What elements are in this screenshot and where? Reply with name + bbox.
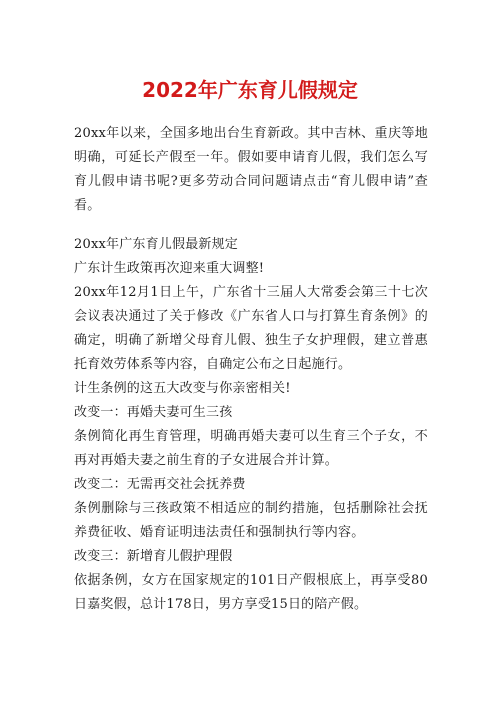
body-paragraph: 条例删除与三孩政策不相适应的制约措施，包括删除社会抚养费征收、婚育证明违法责任和强制执行等内容。	[74, 501, 428, 540]
body-paragraph: 广东计生政策再次迎来重大调整!	[74, 261, 265, 276]
change-heading: 改变二：无需再交社会抚养费	[74, 477, 246, 492]
body-paragraph: 计生条例的这五大改变与你亲密相关!	[74, 381, 291, 396]
intro-paragraph: 20xx年以来，全国多地出台生育新政。其中吉林、重庆等地明确，可延长产假至一年。假如要申请育儿假，我们怎么写育儿假申请书呢?更多劳动合同问题请点击“育儿假申请”查看。	[74, 126, 428, 213]
body-paragraph: 20xx年12月1日上午，广东省十三届人大常委会第三十七次会议表决通过了关于修改《广东省人口与打算生育条例》的确定，明确了新增父母育儿假、独生子女护理假，建立普惠托育效劳体系等内容，自确定公布之日起施行。	[74, 285, 428, 372]
body-section	[74, 233, 428, 617]
change-heading: 改变一：再婚夫妻可生三孩	[74, 405, 233, 420]
section-heading: 20xx年广东育儿假最新规定	[74, 237, 239, 252]
document-title: 2022年广东育儿假规定	[142, 78, 358, 102]
body-paragraph: 依据条例，女方在国家规定的101日产假根底上，再享受80日嘉奖假，总计178日，男方享受15日的陪产假。	[74, 573, 428, 612]
body-paragraph: 条例简化再生育管理，明确再婚夫妻可以生育三个子女，不再对再婚夫妻之前生育的子女进展合并计算。	[74, 429, 428, 468]
change-heading: 改变三：新增育儿假护理假	[74, 549, 233, 564]
